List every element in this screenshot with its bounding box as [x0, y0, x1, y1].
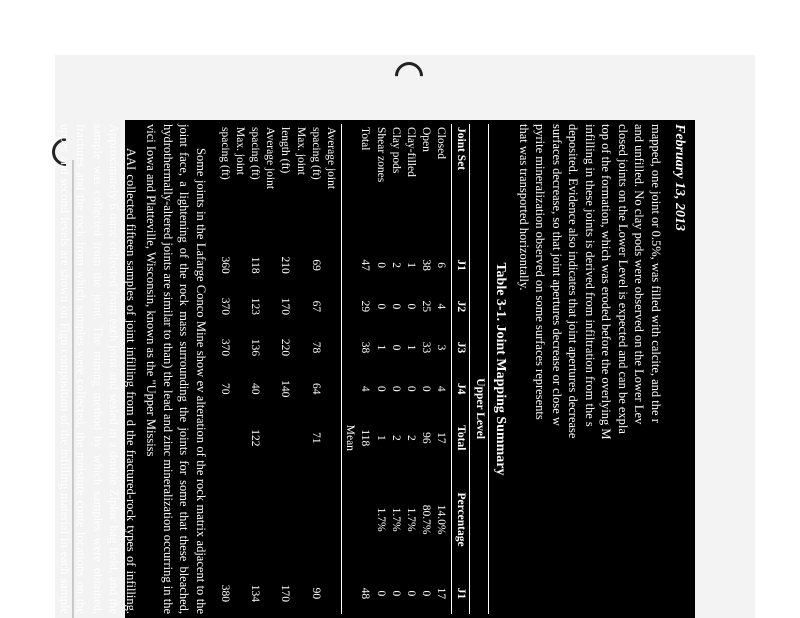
- table-row: [433, 124, 452, 614]
- table-cell: 1: [404, 262, 417, 269]
- table-cell: [277, 409, 292, 466]
- table-cell: [262, 573, 277, 614]
- table-cell: [323, 573, 342, 614]
- table-cell: 2: [389, 434, 402, 441]
- table-row: [217, 124, 232, 614]
- table-cell: [247, 466, 262, 572]
- row-label: Max. joint: [233, 127, 246, 175]
- intro-line: top of the formation, which was eroded before the overlying M: [599, 124, 614, 440]
- table-cell: 17: [433, 409, 452, 466]
- column-header: J2: [455, 300, 468, 313]
- table-cell: 0: [404, 385, 417, 392]
- table-cell: [232, 286, 247, 327]
- table-cell: 0: [374, 385, 387, 392]
- table-subheader: [342, 124, 358, 614]
- row-label: Clay-filled: [404, 127, 417, 177]
- column-header: J1: [455, 587, 468, 600]
- table-cell: [293, 327, 308, 368]
- table-cell: 96: [420, 432, 433, 444]
- table-cell: 33: [420, 341, 433, 354]
- table-cell: [323, 466, 342, 572]
- table-cell: 1.7%: [374, 507, 387, 532]
- intro-line: pyrite mineralization observed on some surfaces represents: [533, 124, 548, 420]
- row-label: Total: [359, 127, 372, 151]
- table-cell: [262, 466, 277, 572]
- table-cell: 134: [249, 584, 262, 602]
- table-cell: [232, 245, 247, 286]
- table-cell: [293, 368, 308, 409]
- table-cell: 1: [404, 344, 417, 351]
- table-row: [262, 124, 277, 614]
- table-cell: 170: [279, 584, 292, 602]
- table-title: Table 3-1. Joint Mapping Summary: [493, 262, 509, 476]
- table-cell: 136: [249, 338, 262, 357]
- rotated-content: [8, 124, 690, 614]
- intro-line: deposited. Evidence also indicates that joint apertures decrease: [566, 124, 581, 439]
- intro-line: surfaces decrease, so that joint apertures decrease or close w: [549, 124, 564, 426]
- table-cell: 64: [309, 382, 322, 395]
- table-cell: [293, 466, 308, 572]
- table-cell: [262, 368, 277, 409]
- table-cell: [232, 409, 247, 466]
- table-cell: 0: [420, 590, 433, 597]
- column-header: J3: [455, 341, 468, 354]
- table-cell: 80.7%: [420, 504, 433, 535]
- table-body: [357, 124, 452, 614]
- table-cell: [217, 409, 232, 466]
- table-cell: 0: [389, 385, 402, 392]
- row-label: spacing (ft): [249, 127, 262, 180]
- row-label: length (ft): [279, 127, 292, 174]
- table-cell: 14.0%: [433, 466, 452, 572]
- table-cell: [262, 245, 277, 286]
- table-cell: [293, 573, 308, 614]
- table-cell: 4: [433, 368, 452, 409]
- table-cell: [308, 466, 323, 572]
- joint-mapping-table: [217, 124, 489, 614]
- table-cell: [323, 409, 342, 466]
- table-cell: 17: [433, 573, 452, 614]
- column-header: J1: [455, 259, 468, 271]
- table-cell: 3: [433, 327, 452, 368]
- table-cell: 25: [420, 300, 433, 313]
- intro-line: infilling in these joints is derived from infiltration from the s: [582, 124, 597, 427]
- table-cell: [323, 327, 342, 368]
- row-label: Open: [420, 127, 433, 152]
- table-cell: 220: [279, 338, 292, 357]
- table-cell: 0: [404, 303, 417, 310]
- table-cell: [323, 286, 342, 327]
- table-cell: 71: [309, 432, 322, 444]
- table-cell: 67: [309, 300, 322, 313]
- table-cell: 2: [404, 434, 417, 441]
- table-cell: 380: [218, 584, 231, 602]
- column-header: Joint Set: [455, 127, 468, 171]
- column-header: J4: [455, 382, 468, 395]
- table-row: [232, 124, 247, 614]
- table-cell: [357, 466, 372, 572]
- table-row: [293, 124, 308, 614]
- table-cell: 1.7%: [389, 507, 402, 532]
- table-cell: 370: [218, 297, 231, 315]
- table-row: [388, 124, 403, 614]
- row-label: spacing (ft): [309, 127, 322, 180]
- table-cell: [232, 466, 247, 572]
- table-row: [418, 124, 433, 614]
- page-header: February 13, 2013: [672, 124, 687, 231]
- table-cell: 0: [374, 262, 387, 269]
- table-cell: 38: [359, 341, 372, 354]
- table-cell: 0: [374, 590, 387, 597]
- table-cell: 0: [389, 590, 402, 597]
- table-cell: [232, 327, 247, 368]
- table-cell: 2: [389, 262, 402, 269]
- table-row: [372, 124, 387, 614]
- table-cell: 1.7%: [404, 507, 417, 532]
- table-cell: 370: [218, 338, 231, 357]
- table-cell: 4: [359, 385, 372, 392]
- table-cell: 118: [359, 429, 372, 447]
- table-row: [323, 124, 342, 614]
- table-cell: 360: [218, 256, 231, 274]
- table-cell: 1: [374, 344, 387, 351]
- table-cell: [232, 573, 247, 614]
- table-cell: 6: [433, 245, 452, 286]
- table-cell: 48: [359, 587, 372, 600]
- table-cell: 0: [374, 303, 387, 310]
- table-cell: 0: [420, 385, 433, 392]
- table-cell: [323, 368, 342, 409]
- table-cell: 170: [279, 297, 292, 315]
- table-cell: 0: [389, 344, 402, 351]
- table-cell: 0: [404, 590, 417, 597]
- table-cell: 4: [433, 286, 452, 327]
- row-label: Closed: [433, 124, 452, 245]
- row-label: spacing (ft): [218, 127, 231, 180]
- table-cell: 0: [389, 303, 402, 310]
- table-cell: 122: [249, 429, 262, 447]
- table-row: [308, 124, 323, 614]
- intro-line: mapped, one joint or 0.5%, was filled with calcite, and the r: [648, 124, 663, 423]
- table-cell: 29: [359, 300, 372, 313]
- body-paragraph: AAI collected fifteen samples of joint infilling from d the fractured-rock types of infilling. Approximately 6 ounc collected from each joint and sealed in a double Ziploc bag field, and the sample was collected from the joint. The mining method by which samples were obtained, fractures and the rock from which samples were collected, the moisture conte locations on the upper and second levels are shown on Figu composition of the infilling material in each sample was eval stereo microscope. To confirm its qualitative analysis, AAI hydrology, lithology, and mineralogy by X-ray Diffraction (XRD tested four samples of clay infilling for unified classifications, penetrometer. The penetrometer strength results are presented: [8, 124, 138, 614]
- intro-line: closed joints on the Lower Level is expected and can be expla: [615, 124, 630, 434]
- table-cell: [293, 286, 308, 327]
- table-cell: [277, 466, 292, 572]
- table-cell: 90: [309, 587, 322, 600]
- table-row: [247, 124, 262, 614]
- intro-paragraph: [515, 124, 664, 614]
- table-cell: 38: [420, 259, 433, 271]
- table-cell: 40: [249, 382, 262, 395]
- table-cell: 118: [249, 256, 262, 274]
- table-cell: [323, 245, 342, 286]
- table-cell: 140: [279, 380, 292, 398]
- table-stats-body: [217, 124, 342, 614]
- intro-line: that was transported horizontally.: [516, 124, 531, 291]
- table-cell: 47: [359, 259, 372, 271]
- row-label: Average joint: [264, 127, 277, 190]
- table-group-header: Upper Level: [470, 245, 488, 573]
- row-label: Shear zones: [374, 127, 387, 183]
- intro-line: and unfilled. No clay pods were observed on the Lower Lev: [632, 124, 647, 425]
- table-row: [403, 124, 418, 614]
- table-cell: 210: [279, 256, 292, 274]
- table-row: [277, 124, 292, 614]
- table-cell: 78: [309, 341, 322, 354]
- column-header: Percentage: [455, 492, 468, 547]
- table-row: [357, 124, 372, 614]
- table-cell: 1: [374, 434, 387, 441]
- table-cell: 69: [309, 259, 322, 271]
- mean-label: Mean: [344, 424, 357, 451]
- table-cell: [217, 466, 232, 572]
- table-cell: [262, 286, 277, 327]
- table-cell: [293, 409, 308, 466]
- column-header: Total: [455, 425, 468, 451]
- table-cell: 70: [218, 382, 231, 395]
- row-label: Max. joint: [294, 127, 307, 175]
- document-page: [8, 120, 695, 618]
- table-cell: [262, 409, 277, 466]
- body-paragraph: Some joints in the Lafarge Conco Mine show ev alteration of the rock matrix adjacent to the joint face, a lightening of the rock mass surrounding the joints for some that these bleached, hydrothermally-altered joints are similar to than) the lead and zinc mineralization occurring in the vici Iowa and Platteville, Wisconsin, known as the "Upper Mississ: [144, 124, 208, 614]
- table-cell: 123: [249, 297, 262, 315]
- table-cell: [232, 368, 247, 409]
- row-label: Average joint: [323, 124, 342, 245]
- table-cell: [262, 327, 277, 368]
- table-cell: [293, 245, 308, 286]
- row-label: Clay pods: [389, 127, 402, 174]
